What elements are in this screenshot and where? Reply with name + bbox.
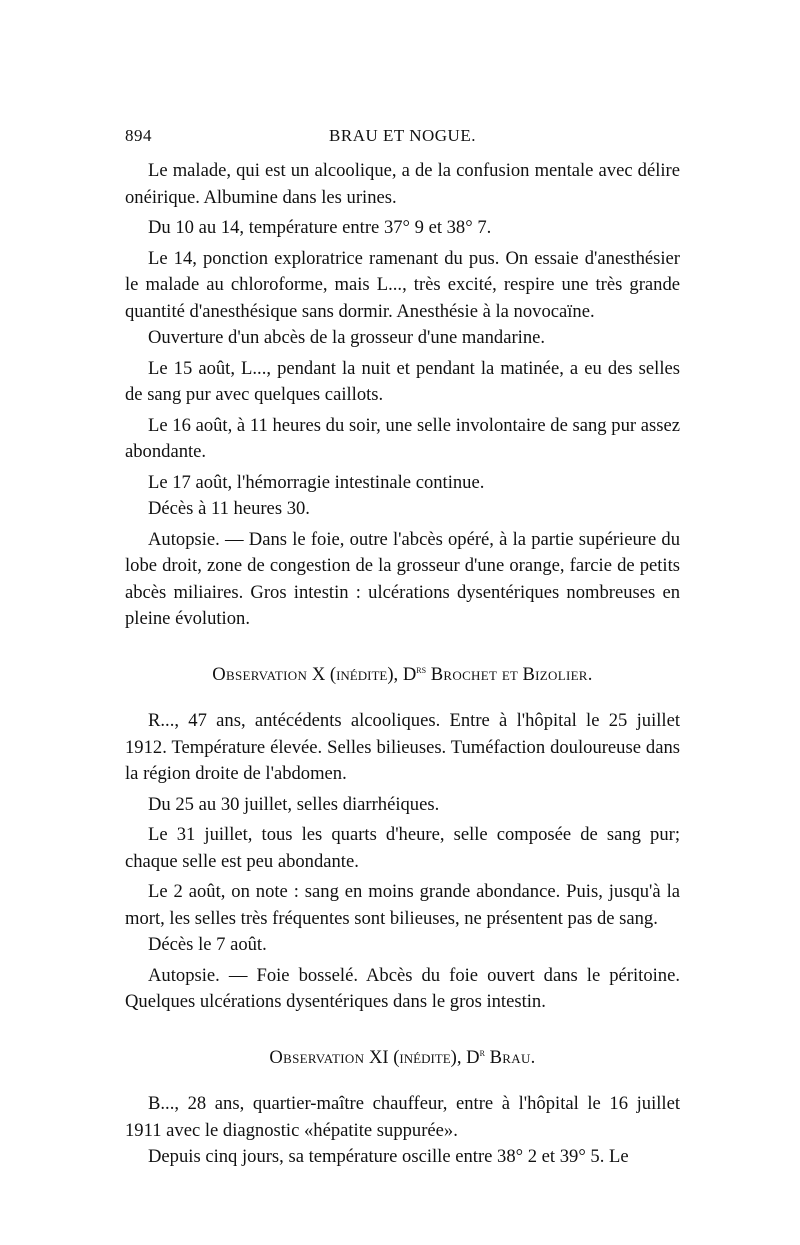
paragraph: Le 2 août, on note : sang en moins grande abondance. Puis, jusqu'à la mort, les selles très fréquentes sont bilieuses, ne présentent pas de sang. <box>125 881 680 929</box>
paragraph: Du 25 au 30 juillet, selles diarrhéiques. <box>148 793 440 815</box>
paragraph: Le 15 août, L..., pendant la nuit et pendant la matinée, a eu des selles de sang pur avec quelques caillots. <box>125 357 680 405</box>
paragraph: Le 31 juillet, tous les quarts d'heure, selle composée de sang pur; chaque selle est peu abondante. <box>125 824 680 872</box>
running-title: BRAU ET NOGUE. <box>329 126 476 145</box>
paragraph: Le malade, qui est un alcoolique, a de la confusion mentale avec délire onéirique. Albumine dans les urines. <box>125 160 680 208</box>
paragraph: Autopsie. — Dans le foie, outre l'abcès opéré, à la partie supérieure du lobe droit, zone de congestion de la grosseur d'une orange, farcie de petits abcès miliaires. Gros intestin : ulcérations dysentériques nombreuses en pleine évolution. <box>125 528 680 629</box>
observation-x-heading: Observation X (inédite), $D^{rs}$ Brochet et Bizolier. <box>212 663 593 685</box>
paragraph: Décès le 7 août. <box>148 934 267 956</box>
observation-xi-heading: Observation XI (inédite), $D^r$ Brau. <box>269 1046 536 1068</box>
page-number: 894 <box>125 126 152 145</box>
paragraph: Le 17 août, l'hémorragie intestinale continue. <box>148 471 485 493</box>
page-body <box>125 158 680 1171</box>
paragraph: Du 10 au 14, température entre 37° 9 et 38° 7. <box>148 217 492 238</box>
paragraph: Le 14, ponction exploratrice ramenant du pus. On essaie d'anesthésier le malade au chloroforme, mais L..., très excité, respire une très grande quantité d'anesthésique sans dormir. Anesthésie à la novocaïne. <box>125 247 680 322</box>
paragraph: Ouverture d'un abcès de la grosseur d'une mandarine. <box>148 327 546 348</box>
paragraph: Décès à 11 heures 30. <box>148 498 310 519</box>
paragraph: Le 16 août, à 11 heures du soir, une selle involontaire de sang pur assez abondante. <box>125 414 680 462</box>
paragraph: B..., 28 ans, quartier-maître chauffeur, entre à l'hôpital le 16 juillet 1911 avec le diagnostic «hépatite suppurée». <box>125 1093 680 1141</box>
paragraph: R..., 47 ans, antécédents alcooliques. Entre à l'hôpital le 25 juillet 1912. Température élevée. Selles bilieuses. Tuméfaction douloureuse dans la région droite de l'abdomen. <box>125 710 680 785</box>
paragraph: Autopsie. — Foie bosselé. Abcès du foie ouvert dans le péritoine. Quelques ulcérations dysentériques dans le gros intestin. <box>125 964 680 1013</box>
paragraph: Depuis cinq jours, sa température oscille entre 38° 2 et 39° 5. Le <box>148 1146 629 1168</box>
